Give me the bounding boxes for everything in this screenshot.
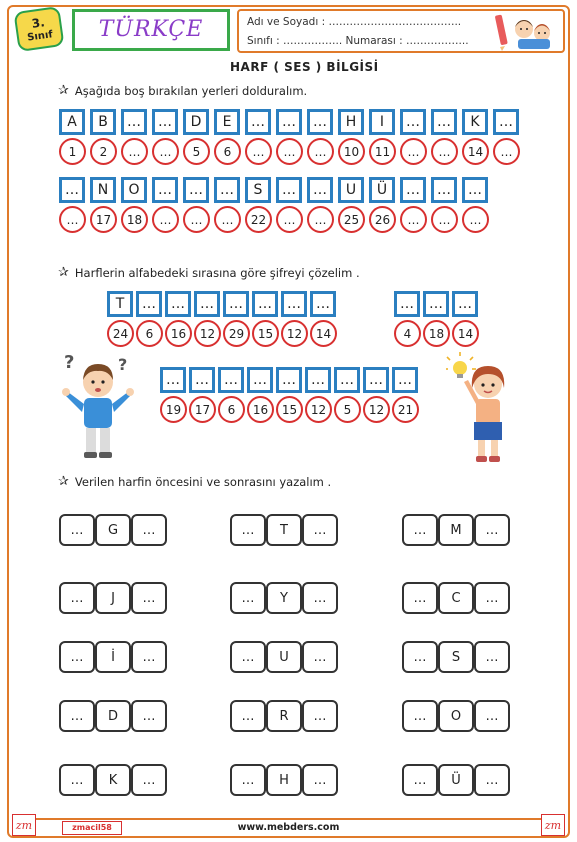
number-circle: … [400,206,427,233]
cipher-letter-box[interactable]: … [276,367,302,393]
cipher-letter-box[interactable]: … [252,291,278,317]
given-letter-box: K [95,764,131,796]
cipher-letter-box[interactable]: … [136,291,162,317]
number-circle: … [431,206,458,233]
number-circle: 26 [369,206,396,233]
number-circle: 5 [183,138,210,165]
letter-box[interactable]: I [369,109,395,135]
star-bullet-icon: ✰ [58,474,69,489]
given-letter-box: J [95,582,131,614]
grade-word: Sınıf [26,29,54,44]
after-letter-box[interactable]: … [302,764,338,796]
after-letter-box[interactable]: … [131,514,167,546]
letter-box[interactable]: … [183,177,209,203]
star-bullet-icon: ✰ [58,83,69,98]
number-circle: … [276,206,303,233]
given-letter-box: R [266,700,302,732]
cipher-letter-box[interactable]: … [392,367,418,393]
given-letter-box: S [438,641,474,673]
given-letter-box: Ü [438,764,474,796]
letter-box[interactable]: E [214,109,240,135]
cipher-number-circle: 6 [218,396,245,423]
given-letter-box: M [438,514,474,546]
before-letter-box[interactable]: … [402,641,438,673]
number-circle: … [276,138,303,165]
before-letter-box[interactable]: … [230,514,266,546]
cipher-number-circle: 21 [392,396,419,423]
after-letter-box[interactable]: … [131,641,167,673]
before-letter-box[interactable]: … [59,641,95,673]
number-circle: 1 [59,138,86,165]
number-circle: … [121,138,148,165]
letter-box[interactable]: Ü [369,177,395,203]
number-circle: … [431,138,458,165]
given-letter-box: H [266,764,302,796]
letter-box[interactable]: O [121,177,147,203]
star-bullet-icon: ✰ [58,265,69,280]
letter-box[interactable]: … [400,177,426,203]
after-letter-box[interactable]: … [131,582,167,614]
cipher-letter-box[interactable]: … [394,291,420,317]
cipher-number-circle: 5 [334,396,361,423]
after-letter-box[interactable]: … [474,514,510,546]
zm-logo-left: zm [12,814,36,836]
cipher-number-circle: 14 [452,320,479,347]
number-circle: … [183,206,210,233]
cipher-number-circle: 12 [363,396,390,423]
letter-box[interactable]: … [307,177,333,203]
footer-divider [14,818,563,820]
before-letter-box[interactable]: … [59,582,95,614]
given-letter-box: C [438,582,474,614]
letter-box[interactable]: N [90,177,116,203]
number-circle: … [152,138,179,165]
instruction-text: Aşağıda boş bırakılan yerleri dolduralım. [74,83,308,98]
letter-box[interactable]: … [307,109,333,135]
letter-box[interactable]: D [183,109,209,135]
cipher-letter-box[interactable]: … [305,367,331,393]
number-circle: 6 [214,138,241,165]
before-letter-box[interactable]: … [230,764,266,796]
number-circle: … [59,206,86,233]
letter-box[interactable]: … [276,109,302,135]
cipher-number-circle: 4 [394,320,421,347]
after-letter-box[interactable]: … [131,764,167,796]
cipher-number-circle: 12 [194,320,221,347]
cipher-number-circle: 19 [160,396,187,423]
cipher-letter-box[interactable]: T [107,291,133,317]
before-letter-box[interactable]: … [59,764,95,796]
number-circle: 10 [338,138,365,165]
number-circle: 2 [90,138,117,165]
after-letter-box[interactable]: … [474,641,510,673]
footer-url[interactable]: www.mebders.com [237,822,340,833]
before-letter-box[interactable]: … [230,582,266,614]
number-circle: … [152,206,179,233]
letter-box[interactable]: B [90,109,116,135]
before-letter-box[interactable]: … [402,700,438,732]
cipher-number-circle: 16 [247,396,274,423]
cipher-number-circle: 15 [252,320,279,347]
instruction-cipher [58,265,360,280]
svg-text:?: ? [64,352,75,373]
letter-box[interactable]: … [214,177,240,203]
letter-box[interactable]: … [493,109,519,135]
after-letter-box[interactable]: … [474,764,510,796]
given-letter-box: Y [266,582,302,614]
given-letter-box: G [95,514,131,546]
cipher-letter-box[interactable]: … [363,367,389,393]
number-circle: … [245,138,272,165]
number-circle: … [462,206,489,233]
footer-tag: zmacil58 [62,821,122,835]
after-letter-box[interactable]: … [302,514,338,546]
before-letter-box[interactable]: … [402,514,438,546]
given-letter-box: T [266,514,302,546]
girl-with-idea-icon [446,352,518,464]
class-number-field[interactable]: Sınıfı : …………….. Numarası : ……………... [247,35,469,47]
grade-badge [13,6,64,52]
thinking-boy-icon [60,352,136,460]
before-letter-box[interactable]: … [230,700,266,732]
after-letter-box[interactable]: … [474,582,510,614]
after-letter-box[interactable]: … [302,700,338,732]
name-field[interactable]: Adı ve Soyadı : ……………………………….. [247,16,462,28]
instruction-text: Harflerin alfabedeki sırasına göre şifreyi çözelim . [74,265,360,280]
cipher-number-circle: 14 [310,320,337,347]
number-circle: … [400,138,427,165]
cipher-number-circle: 24 [107,320,134,347]
instruction-fill-blanks [58,83,307,98]
letter-box[interactable]: … [276,177,302,203]
letter-box[interactable]: … [400,109,426,135]
number-circle: 17 [90,206,117,233]
letter-box[interactable]: … [431,109,457,135]
grade-number: 3. [30,15,46,31]
letter-box[interactable]: … [462,177,488,203]
kids-with-pencil-icon [494,11,562,51]
instruction-text: Verilen harfin öncesini ve sonrasını yazalım . [74,474,332,489]
section-title: HARF ( SES ) BİLGİSİ [230,60,379,74]
cipher-letter-box[interactable]: … [423,291,449,317]
before-letter-box[interactable]: … [402,764,438,796]
letter-box[interactable]: … [245,109,271,135]
cipher-letter-box[interactable]: … [165,291,191,317]
cipher-number-circle: 16 [165,320,192,347]
before-letter-box[interactable]: … [402,582,438,614]
number-circle: 14 [462,138,489,165]
number-circle: … [493,138,520,165]
cipher-number-circle: 6 [136,320,163,347]
before-letter-box[interactable]: … [59,514,95,546]
number-circle: 25 [338,206,365,233]
cipher-number-circle: 17 [189,396,216,423]
cipher-letter-box[interactable]: … [189,367,215,393]
cipher-letter-box[interactable]: … [194,291,220,317]
letter-box[interactable]: … [431,177,457,203]
number-circle: 22 [245,206,272,233]
cipher-number-circle: 15 [276,396,303,423]
svg-text:?: ? [118,355,128,374]
letter-box[interactable]: S [245,177,271,203]
letter-box[interactable]: … [152,177,178,203]
cipher-letter-box[interactable]: … [334,367,360,393]
letter-box[interactable]: … [59,177,85,203]
subject-title-box [72,9,230,51]
cipher-number-circle: 29 [223,320,250,347]
letter-box[interactable]: U [338,177,364,203]
number-circle: … [307,206,334,233]
cipher-letter-box[interactable]: … [281,291,307,317]
number-circle: … [307,138,334,165]
cipher-letter-box[interactable]: … [218,367,244,393]
subject-title: TÜRKÇE [98,17,204,42]
cipher-number-circle: 12 [281,320,308,347]
after-letter-box[interactable]: … [474,700,510,732]
letter-box[interactable]: H [338,109,364,135]
given-letter-box: İ [95,641,131,673]
letter-box[interactable]: K [462,109,488,135]
number-circle: 11 [369,138,396,165]
given-letter-box: D [95,700,131,732]
zm-logo-right: zm [541,814,565,836]
after-letter-box[interactable]: … [302,582,338,614]
given-letter-box: U [266,641,302,673]
after-letter-box[interactable]: … [302,641,338,673]
cipher-letter-box[interactable]: … [223,291,249,317]
letter-box[interactable]: … [121,109,147,135]
cipher-letter-box[interactable]: … [160,367,186,393]
cipher-number-circle: 18 [423,320,450,347]
letter-box[interactable]: A [59,109,85,135]
number-circle: … [214,206,241,233]
before-letter-box[interactable]: … [230,641,266,673]
after-letter-box[interactable]: … [131,700,167,732]
cipher-letter-box[interactable]: … [247,367,273,393]
instruction-neighbors [58,474,331,489]
cipher-number-circle: 12 [305,396,332,423]
given-letter-box: O [438,700,474,732]
letter-box[interactable]: … [152,109,178,135]
before-letter-box[interactable]: … [59,700,95,732]
cipher-letter-box[interactable]: … [310,291,336,317]
cipher-letter-box[interactable]: … [452,291,478,317]
number-circle: 18 [121,206,148,233]
